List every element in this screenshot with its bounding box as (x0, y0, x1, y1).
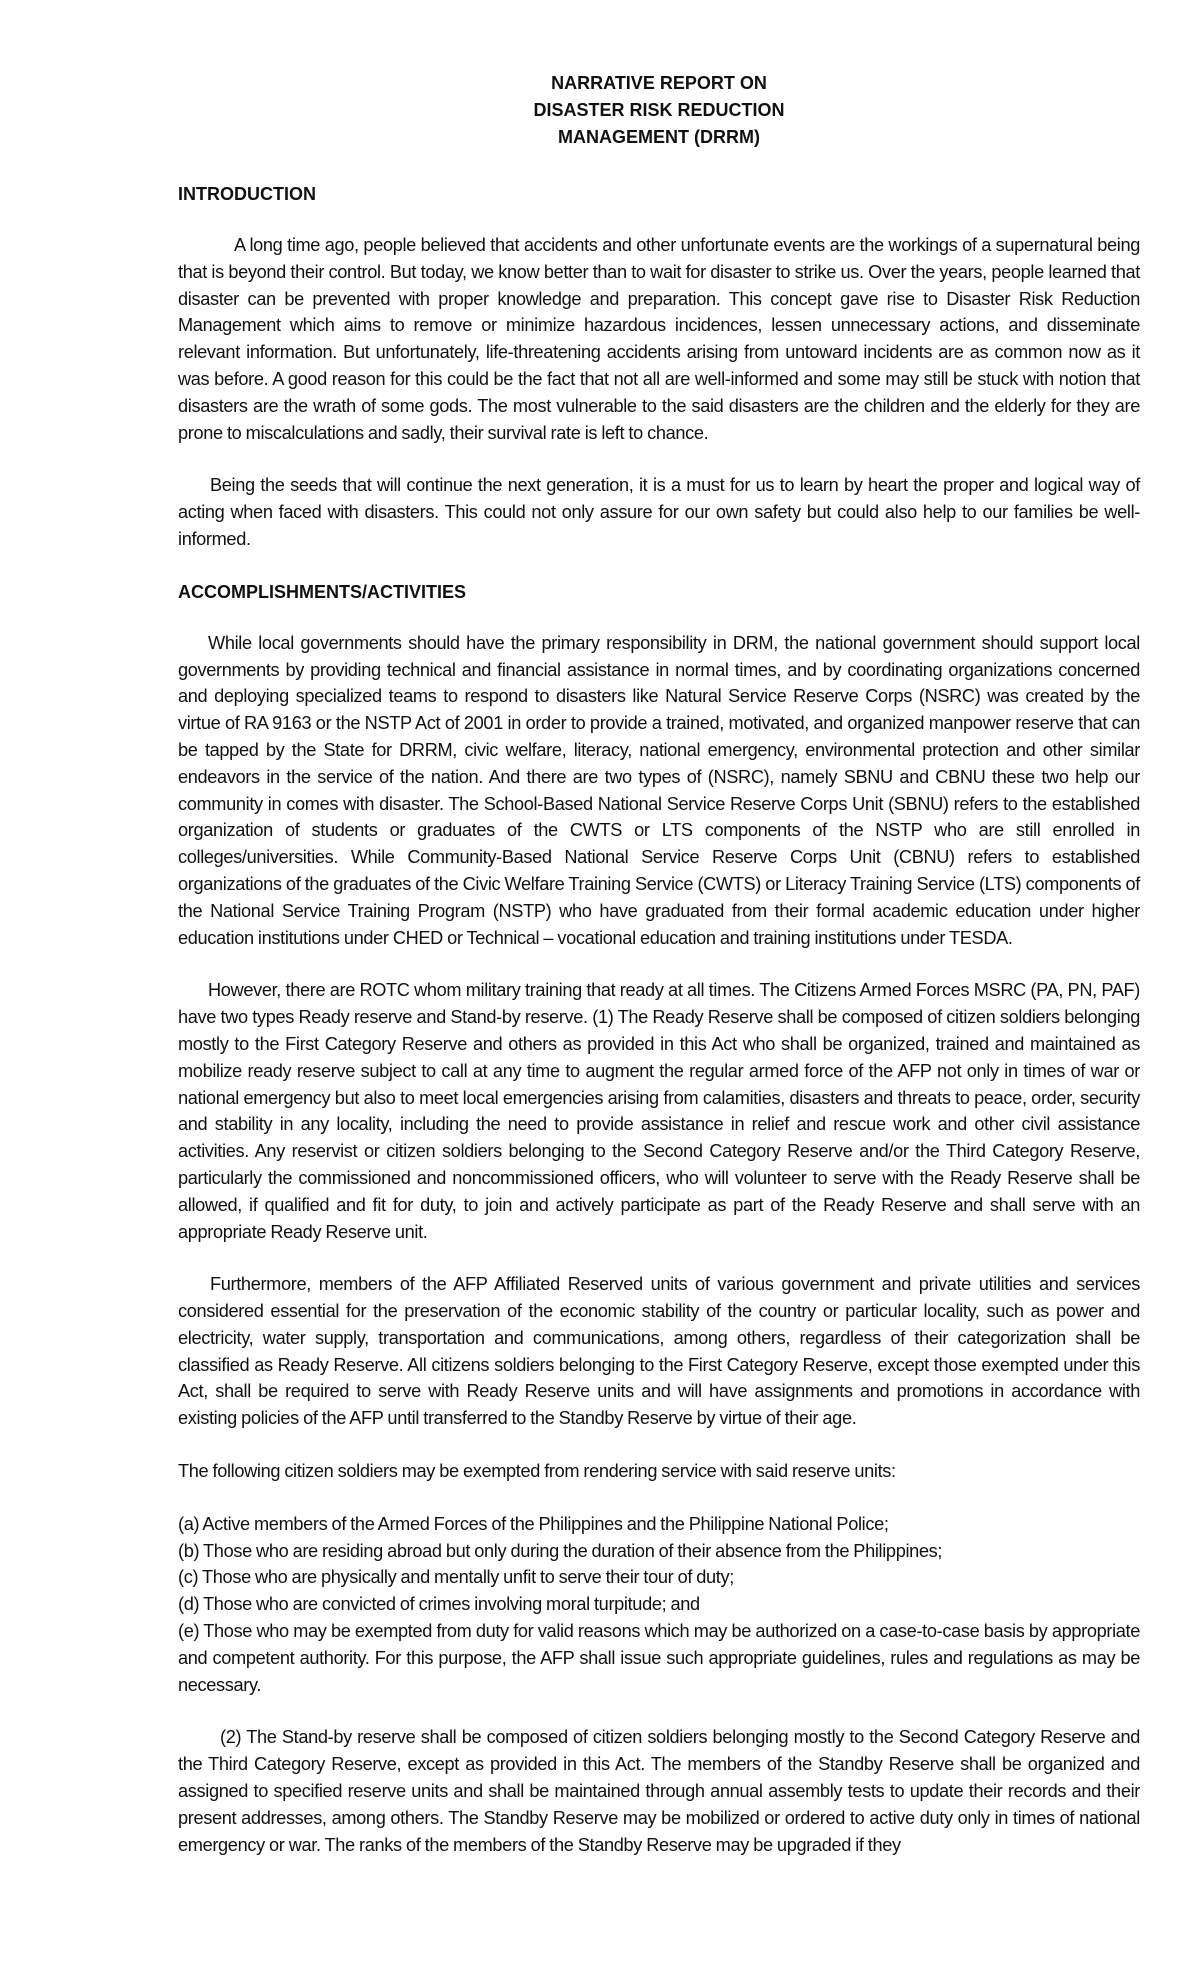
introduction-paragraph-1: A long time ago, people believed that accidents and other unfortunate events are the workings of a supernatural being that is beyond their control. But today, we know better than to wait for disaster to strike us. Over the years, people learned that disaster can be prevented with proper knowledge and preparation. This concept gave rise to Disaster Risk Reduction Management which aims to remove or minimize hazardous incidences, lessen unnecessary actions, and disseminate relevant information. But unfortunately, life-threatening accidents arising from untoward incidents are as common now as it was before. A good reason for this could be the fact that not all are well-informed and some may still be stuck with notion that disasters are the wrath of some gods. The most vulnerable to the said disasters are the children and the elderly for they are prone to miscalculations and sadly, their survival rate is left to chance. (178, 235, 1140, 443)
exemption-item-e: (e) Those who may be exempted from duty for valid reasons which may be authorized on a case-to-case basis by appropriate and competent authority. For this purpose, the AFP shall issue such appropriate guidelines, rules and regulations as may be necessary. (178, 1621, 1140, 1695)
exemption-item-c: (c) Those who are physically and mentally unfit to serve their tour of duty; (178, 1567, 734, 1588)
accomplishments-heading: ACCOMPLISHMENTS/ACTIVITIES (178, 581, 467, 602)
document-title (178, 70, 1140, 151)
accomplishments-paragraph-1: While local governments should have the primary responsibility in DRM, the national government should support local governments by providing technical and financial assistance in normal times, and by coordinating organizations concerned and deploying specialized teams to respond to disasters like Natural Service Reserve Corps (NSRC) was created by the virtue of RA 9163 or the NSTP Act of 2001 in order to provide a trained, motivated, and organized manpower reserve that can be tapped by the State for DRRM, civic welfare, literacy, national emergency, environmental protection and other similar endeavors in the service of the nation. And there are two types of (NSRC), namely SBNU and CBNU these two help our community in comes with disaster. The School-Based National Service Reserve Corps Unit (SBNU) refers to the established organization of students or graduates of the CWTS or LTS components of the NSTP who are still enrolled in colleges/universities. While Community-Based National Service Reserve Corps Unit (CBNU) refers to established organizations of the graduates of the Civic Welfare Training Service (CWTS) or Literacy Training Service (LTS) components of the National Service Training Program (NSTP) who have graduated from their formal academic education under higher education institutions under CHED or Technical – vocational education and training institutions under TESDA. (178, 632, 1140, 948)
title-line-2: DISASTER RISK REDUCTION (533, 100, 785, 120)
exemption-item-a: (a) Active members of the Armed Forces of the Philippines and the Philippine National Police; (178, 1513, 889, 1534)
standby-reserve-paragraph: (2) The Stand-by reserve shall be composed of citizen soldiers belonging mostly to the Second Category Reserve and the Third Category Reserve, except as provided in this Act. The members of the Standby Reserve shall be organized and assigned to specified reserve units and shall be maintained through annual assembly tests to update their records and their present addresses, among others. The Standby Reserve may be mobilized or ordered to active duty only in times of national emergency or war. The ranks of the members of the Standby Reserve may be upgraded if they (178, 1727, 1140, 1855)
introduction-heading: INTRODUCTION (178, 184, 316, 204)
accomplishments-paragraph-3: Furthermore, members of the AFP Affiliated Reserved units of various government and private utilities and services considered essential for the preservation of the economic stability of the country or particular locality, such as power and electricity, water supply, transportation and communications, among others, regardless of their categorization shall be classified as Ready Reserve. All citizens soldiers belonging to the First Category Reserve, except those exempted under this Act, shall be required to serve with Ready Reserve units and will have assignments and promotions in accordance with existing policies of the AFP until transferred to the Standby Reserve by virtue of their age. (178, 1274, 1140, 1429)
exemption-item-d: (d) Those who are convicted of crimes involving moral turpitude; and (178, 1594, 700, 1615)
title-line-3: MANAGEMENT (DRRM) (558, 127, 760, 147)
exemption-item-b: (b) Those who are residing abroad but only during the duration of their absence from the Philippines; (178, 1540, 943, 1561)
title-line-1: NARRATIVE REPORT ON (551, 73, 767, 93)
introduction-paragraph-2: Being the seeds that will continue the next generation, it is a must for us to learn by heart the proper and logical way of acting when faced with disasters. This could not only assure for our own safety but could also help to our families be well-informed. (178, 475, 1140, 549)
exemption-list (178, 1511, 1140, 1699)
exemption-intro: The following citizen soldiers may be exempted from rendering service with said reserve units: (178, 1461, 896, 1482)
accomplishments-paragraph-2: However, there are ROTC whom military training that ready at all times. The Citizens Armed Forces MSRC (PA, PN, PAF) have two types Ready reserve and Stand-by reserve. (1) The Ready Reserve shall be composed of citizen soldiers belonging mostly to the First Category Reserve and others as provided in this Act who shall be organized, trained and maintained as mobilize ready reserve subject to call at any time to augment the regular armed force of the AFP not only in times of war or national emergency but also to meet local emergencies arising from calamities, disasters and threats to peace, order, security and stability in any locality, including the need to provide assistance in relief and rescue work and other civil assistance activities. Any reservist or citizen soldiers belonging to the Second Category Reserve and/or the Third Category Reserve, particularly the commissioned and noncommissioned officers, who will volunteer to serve with the Ready Reserve shall be allowed, if qualified and fit for duty, to join and actively participate as part of the Ready Reserve and shall serve with an appropriate Ready Reserve unit. (178, 980, 1140, 1242)
